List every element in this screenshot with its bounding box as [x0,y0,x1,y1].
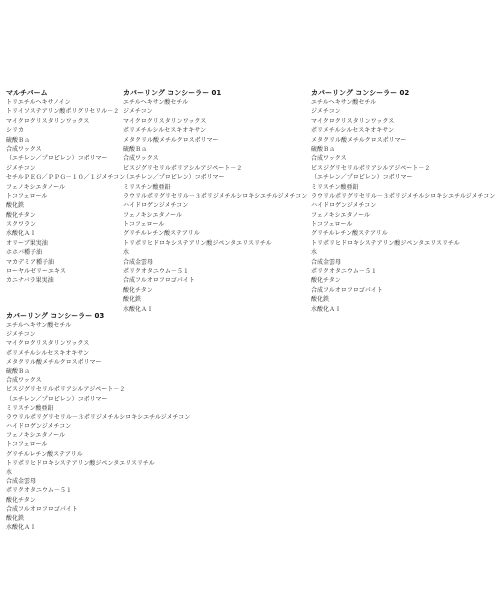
ingredient-item: 合成ワックス [6,145,42,153]
ingredient-item: マイクロクリスタリンワックス [123,117,207,125]
ingredient-list-multi-balm [6,98,126,286]
ingredient-item: ジメチコン [6,331,36,339]
ingredient-item: ホホバ種子油 [6,249,43,257]
ingredient-item: オリーブ果実油 [6,239,48,247]
ingredient-item: スクワラン [6,221,37,229]
ingredient-item: ローヤルゼリーエキス [6,268,66,276]
ingredient-item: マイクロクリスタリンワックス [311,117,395,125]
ingredient-item: トコフェロール [311,221,353,229]
ingredient-item: フェノキシエタノール [123,211,183,219]
ingredient-item: 合成フルオロフロゴパイト [311,286,383,294]
ingredient-item: ハイドロゲンジメチコン [6,423,72,431]
ingredient-item: メタクリル酸メチルクロスポリマー [123,136,219,144]
ingredient-item: トコフェロール [6,192,48,200]
ingredient-item: セチルＰＥＧ／ＰＰＧ－１０／１ジメチコン [6,174,126,182]
ingredient-item: グリチルレチン酸ステアリル [311,230,388,238]
ingredient-item: ポリクオタニウム－５１ [123,268,189,276]
ingredient-item: ビスジグリセリルポリアシルアジペート－２ [6,386,126,394]
ingredient-item: ポリメチルシルセスキオキサン [311,127,394,135]
ingredient-item: 硫酸Ｂａ [6,367,31,375]
ingredient-item: （エチレン／プロピレン）コポリマー [311,174,413,182]
ingredient-item: シリカ [6,127,24,135]
section-covering-concealer-02 [311,88,497,314]
ingredient-item: 酸化チタン [311,277,341,285]
ingredient-item: 水酸化Ａｌ [6,230,37,238]
ingredient-item: フェノキシエタノール [6,432,66,440]
ingredient-item: マカデミア種子油 [6,258,55,266]
ingredient-item: 酸化鉄 [6,514,25,522]
ingredient-item: フェノキシエタノール [311,211,371,219]
ingredient-item: トコフェロール [6,441,48,449]
section-covering-concealer-03 [6,311,246,532]
ingredient-item: 酸化チタン [6,211,36,219]
ingredient-item: 水 [6,469,13,476]
ingredient-item: 酸化鉄 [311,296,330,304]
ingredient-item: （エチレン／プロピレン）コポリマー [123,174,225,182]
ingredient-list-covering-concealer-01 [123,98,313,314]
section-title-covering-concealer-02: カバーリング コンシーラー 02 [311,89,410,97]
ingredient-item: トリイソステアリン酸ポリグリセリル－２ [6,108,120,116]
ingredient-item: エチルヘキサン酸セチル [123,99,189,106]
ingredient-item: トコフェロール [123,221,165,229]
ingredient-item: 硫酸Ｂａ [311,145,336,153]
ingredient-item: ポリクオタニウム－５１ [6,487,72,495]
ingredient-item: グリチルレチン酸ステアリル [123,230,200,238]
ingredient-item: ビスジグリセリルポリアシルアジペート－２ [123,164,243,172]
ingredient-item: ジメチコン [6,164,36,172]
ingredient-item: 酸化チタン [123,286,153,294]
ingredient-item: 酸化鉄 [123,296,142,304]
section-title-covering-concealer-01: カバーリング コンシーラー 01 [123,89,222,97]
ingredient-item: 水酸化Ａｌ [311,305,342,313]
ingredient-item: 合成金雲母 [123,258,154,266]
ingredient-item: ミリスチン酸亜鉛 [311,183,359,191]
ingredient-item: （エチレン／プロピレン）コポリマー [6,395,108,403]
section-covering-concealer-01 [123,88,313,314]
ingredient-item: トリポリヒドロキシステアリン酸ジペンタエリスリチル [123,239,272,247]
ingredient-item: 水 [123,249,130,257]
ingredient-item: トリエチルヘキサノイン [6,99,71,106]
ingredient-item: トリポリヒドロキシステアリン酸ジペンタエリスリチル [6,459,155,467]
ingredient-item: 硫酸Ｂａ [123,145,148,153]
ingredient-item: ハイドロゲンジメチコン [123,202,189,210]
ingredient-item: グリチルレチン酸ステアリル [6,450,83,458]
ingredient-item: ハイドロゲンジメチコン [311,202,377,210]
ingredient-item: ラウリルポリグリセリル－３ポリジメチルシロキシエチルジメチコン [311,192,496,200]
ingredient-item: マイクロクリスタリンワックス [6,340,90,348]
ingredient-item: 合成ワックス [6,377,42,385]
ingredient-item: フェノキシエタノール [6,183,66,191]
ingredient-item: 酸化鉄 [6,202,25,210]
section-title-multi-balm: マルチバーム [6,89,48,97]
ingredient-item: エチルヘキサン酸セチル [311,99,377,106]
ingredient-item: ミリスチン酸亜鉛 [6,404,54,412]
ingredient-item: 合成金雲母 [311,258,342,266]
ingredient-item: ラウリルポリグリセリル－３ポリジメチルシロキシエチルジメチコン [6,413,191,421]
section-multi-balm [6,88,126,286]
ingredient-item: トリポリヒドロキシステアリン酸ジペンタエリスリチル [311,239,460,247]
ingredient-item: 合成ワックス [311,155,347,163]
ingredient-item: マイクロクリスタリンワックス [6,117,90,125]
section-title-covering-concealer-03: カバーリング コンシーラー 03 [6,312,105,320]
ingredient-item: ポリメチルシルセスキオキサン [6,349,89,357]
ingredient-item: メタクリル酸メチルクロスポリマー [6,358,102,366]
ingredient-item: エチルヘキサン酸セチル [6,322,72,329]
ingredient-item: 合成金雲母 [6,478,37,486]
ingredient-item: 水酸化Ａｌ [6,524,37,532]
ingredient-item: ラウリルポリグリセリル－３ポリジメチルシロキシエチルジメチコン [123,192,308,200]
ingredient-item: カニナバラ果実油 [6,277,54,285]
ingredient-item: 水酸化Ａｌ [123,305,154,313]
ingredient-item: 合成フルオロフロゴパイト [123,277,195,285]
ingredient-item: ビスジグリセリルポリアシルアジペート－２ [311,164,431,172]
ingredient-item: 硫酸Ｂａ [6,136,31,144]
ingredient-item: ジメチコン [123,108,153,116]
ingredient-list-covering-concealer-02 [311,98,497,314]
ingredient-item: 酸化チタン [6,496,36,504]
ingredient-list-covering-concealer-03 [6,321,246,532]
ingredient-item: 合成ワックス [123,155,159,163]
ingredient-item: メタクリル酸メチルクロスポリマー [311,136,407,144]
ingredient-item: ジメチコン [311,108,341,116]
ingredient-item: 水 [311,249,318,257]
ingredient-item: 合成フルオロフロゴパイト [6,505,78,513]
ingredient-item: ポリクオタニウム－５１ [311,268,377,276]
ingredient-item: ポリメチルシルセスキオキサン [123,127,206,135]
ingredient-item: ミリスチン酸亜鉛 [123,183,171,191]
ingredient-item: （エチレン／プロピレン）コポリマー [6,155,108,163]
